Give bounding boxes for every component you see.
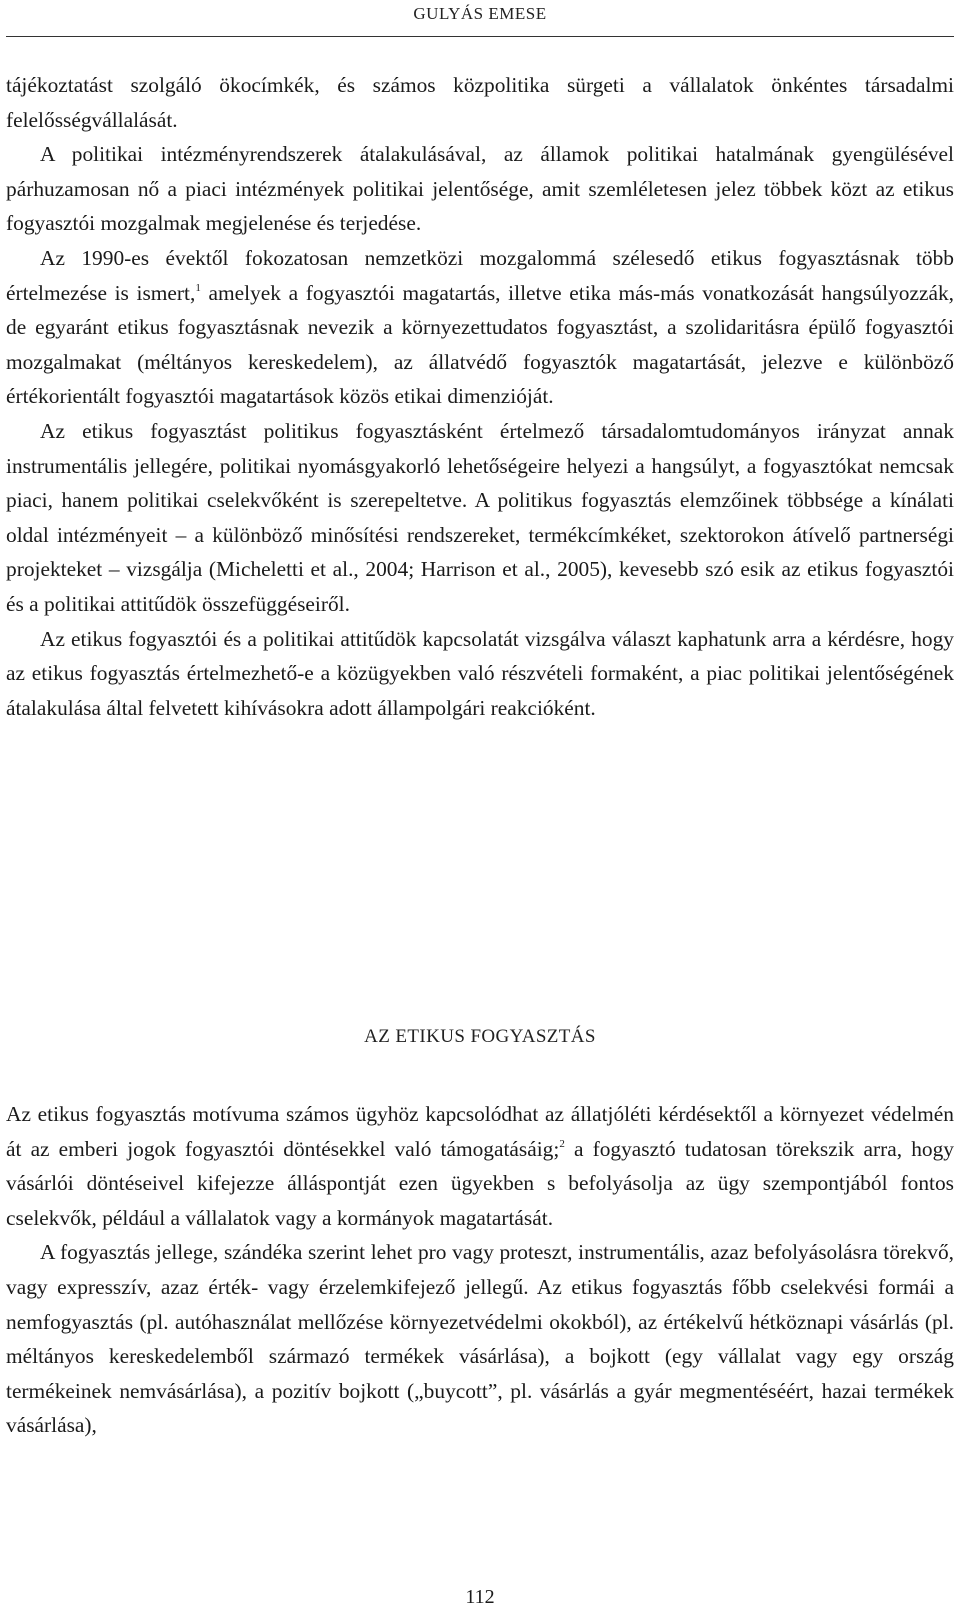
paragraph-text: Az 1990-es évektől fokozatosan nemzetközi mozgalommá szélesedő etikus fogyasztásnak több értelmezése is ismert,: [6, 245, 954, 305]
header-rule: [6, 36, 954, 37]
section-2-body: [6, 1097, 954, 1443]
paragraph-text: Az etikus fogyasztás motívuma számos ügyhöz kapcsolódhat az állatjóléti kérdésektől a környezet védelmén át az emberi jogok fogyasztói döntésekkel való támogatásáig;: [6, 1102, 954, 1161]
paragraph: [6, 1097, 954, 1235]
footnote-marker: 2: [559, 1137, 565, 1150]
paragraph-text: a fogyasztó tudatosan törekszik arra, hogy vásárlói döntéseivel kifejezze álláspontját ezen ügyekben s befolyásolja az ügy szempontjából fontos cselekvők, például a vállalatok vagy a kormányok magatartását.: [6, 1136, 954, 1230]
paragraph: Az etikus fogyasztást politikus fogyasztásként értelmező társadalomtudományos irányzat annak instrumentális jellegére, politikai nyomásgyakorló lehetőségeire helyezi a hangsúlyt, a fogyasztókat nemcsak piaci, hanem politikai cselekvőként is szerepeltetve. A politikus fogyasztás elemzőinek többsége a kínálati oldal intézményeit – a különböző minősítési rendszereket, termékcímkéket, szektorokon átívelő partnerségi projekteket – vizsgálja (Micheletti et al., 2004; Harrison et al., 2005), kevesebb szó esik az etikus fogyasztói és a politikai attitűdök összefüggéseiről.: [6, 418, 954, 616]
paragraph: tájékoztatást szolgáló ökocímkék, és számos közpolitika sürgeti a vállalatok önkéntes társadalmi felelősségvállalását.: [6, 73, 954, 132]
running-head: GULYÁS EMESE: [413, 4, 547, 23]
paragraph-text: amelyek a fogyasztói magatartás, illetve etika más-más vonatkozását hangsúlyozzák, de egyaránt etikus fogyasztásnak nevezik a környezettudatos fogyasztást, a szolidaritásra épülő fogyasztói mozgalmakat (méltányos kereskedelem), az állatvédő fogyasztók magatartását, jelezve e különböző értékorientált fogyasztói magatartások közös etikai dimenzióját.: [6, 280, 955, 409]
paragraph: A politikai intézményrendszerek átalakulásával, az államok politikai hatalmának gyengülésével párhuzamosan nő a piaci intézmények politikai jelentősége, amit szemléletesen jelez többek közt az etikus fogyasztói mozgalmak megjelenése és terjedése.: [6, 142, 954, 236]
section-1-body: [6, 68, 954, 725]
paragraph: A fogyasztás jellege, szándéka szerint lehet pro vagy proteszt, instrumentális, azaz befolyásolásra törekvő, vagy expresszív, azaz érték- vagy érzelemkifejező jellegű. Az etikus fogyasztás főbb cselekvési formái a nemfogyasztás (pl. autóhasználat mellőzése környezetvédelmi okokból), az értékelvű hétköznapi vásárlás (pl. méltányos kereskedelemből származó termékek vásárlása), a bojkott (egy vállalat vagy egy ország termékeinek nemvásárlása), a pozitív bojkott („buycott”, pl. vásárlás a gyár megmentéséért, hazai termékek vásárlása),: [6, 1240, 954, 1438]
section-heading: AZ ETIKUS FOGYASZTÁS: [364, 1026, 596, 1047]
paragraph: Az etikus fogyasztói és a politikai attitűdök kapcsolatát vizsgálva választ kaphatunk arra a kérdésre, hogy az etikus fogyasztás értelmezhető-e a közügyekben való részvételi formaként, a piac politikai jelentőségének átalakulása által felvetett kihívásokra adott állampolgári reakcióként.: [6, 626, 954, 720]
page-number: 112: [465, 1586, 495, 1608]
footnote-marker: 1: [195, 281, 201, 294]
paragraph: [6, 241, 954, 414]
